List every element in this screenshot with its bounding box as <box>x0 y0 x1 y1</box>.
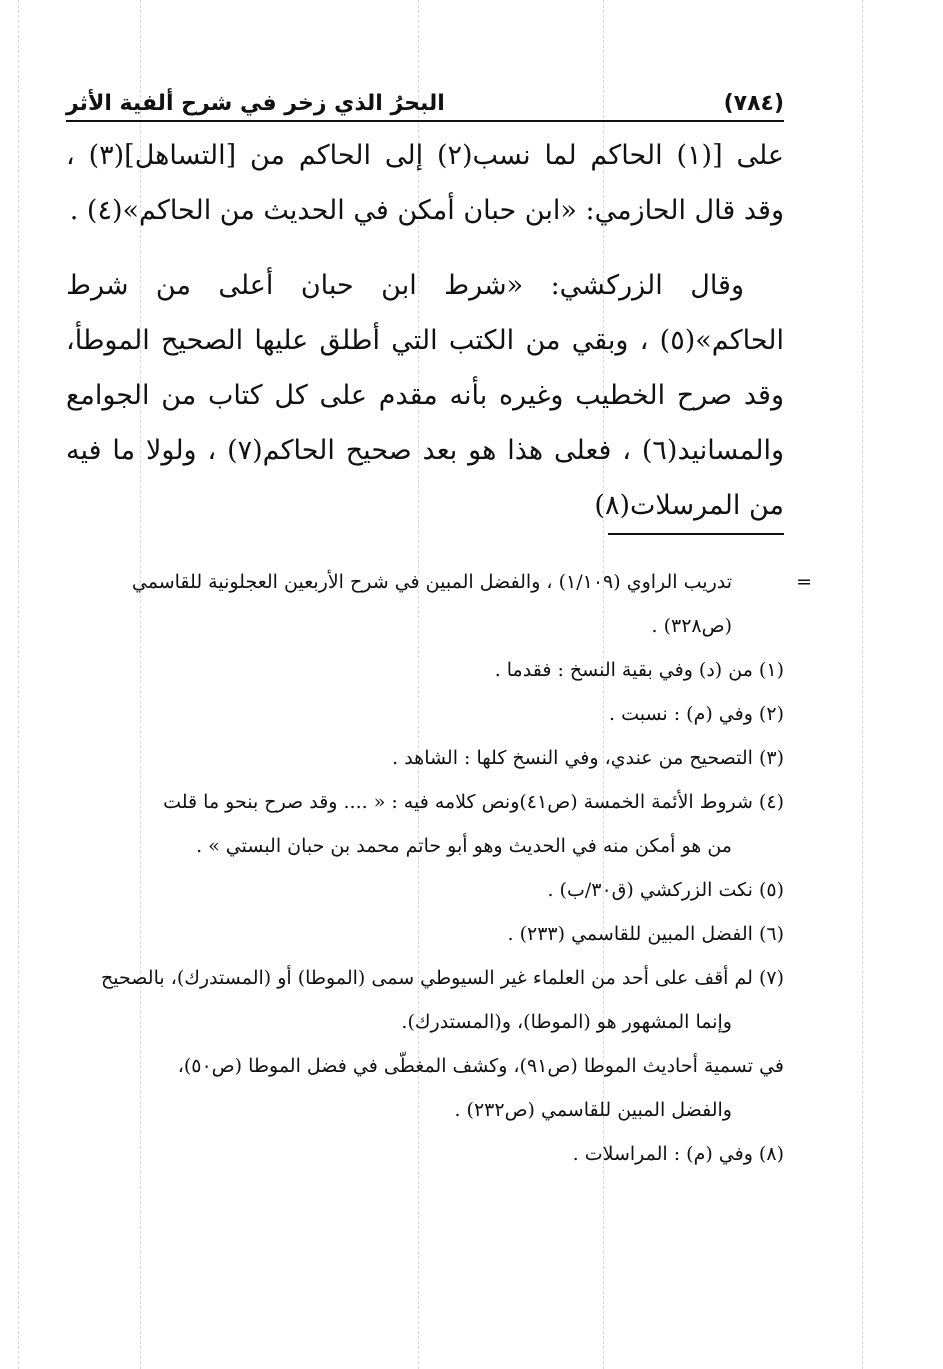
footnote-continuation-line-1: تدريب الراوي (١/١٠٩) ، والفضل المبين في شرح الأربعين العجلونية للقاسمي <box>131 571 732 593</box>
main-paragraph-2: وقال الزركشي: «شرط ابن حبان أعلى من شرط الحاكم»(٥) ، وبقي من الكتب التي أطلق عليها الصحيح الموطأ، وقد صرح الخطيب وغيره بأنه مقدم على كل كتاب من الجوامع والمسانيد(٦) ، فعلى هذا هو بعد صحيح الحاكم(٧) ، ولولا ما فيه من المرسلات(٨) <box>66 270 784 521</box>
footnotes <box>66 560 812 1176</box>
footnote-8: (٨) وفي (م) : المراسلات . <box>572 1143 784 1165</box>
footnote-continuation <box>66 560 812 604</box>
page-header <box>66 78 784 122</box>
running-title: البحرُ الذي زخر في شرح ألفية الأثر <box>66 91 445 116</box>
footnote-2: (٢) وفي (م) : نسبت . <box>608 703 784 725</box>
continuation-mark: = <box>796 571 812 593</box>
scan-guide-line <box>862 0 863 1369</box>
page-number: (٧٨٤) <box>723 91 784 116</box>
scan-guide-line <box>18 0 19 1369</box>
footnote-6: (٦) الفضل المبين للقاسمي (٢٣٣) . <box>507 923 784 945</box>
footnote-7-line-3: في تسمية أحاديث الموطا (ص٩١)، وكشف المغطّى في فضل الموطا (ص٥٠)، <box>177 1055 784 1077</box>
footnote-1: (١) من (د) وفي بقية النسخ : فقدما . <box>494 659 784 681</box>
main-paragraph-1: على [(١) الحاكم لما نسب(٢) إلى الحاكم من [التساهل](٣) ، وقد قال الحازمي: «ابن حبان أمكن في الحديث من الحاكم»(٤) . <box>66 140 785 226</box>
footnote-continuation-line-2: (ص٣٢٨) . <box>651 615 732 637</box>
main-text <box>66 128 784 533</box>
footnote-3: (٣) التصحيح من عندي، وفي النسخ كلها : الشاهد . <box>392 747 784 769</box>
footnote-4-line-1: (٤) شروط الأئمة الخمسة (ص٤١)ونص كلامه فيه : « .... وقد صرح بنحو ما قلت <box>163 791 784 813</box>
footnote-7-line-2: وإنما المشهور هو (الموطا)، و(المستدرك). <box>401 1011 732 1033</box>
footnote-separator <box>608 533 784 535</box>
footnote-5: (٥) نكت الزركشي (ق٣٠/ب) . <box>547 879 784 901</box>
footnote-7-line-4: والفضل المبين للقاسمي (ص٢٣٢) . <box>454 1099 732 1121</box>
footnote-7-line-1: (٧) لم أقف على أحد من العلماء غير السيوطي سمى (الموطا) أو (المستدرك)، بالصحيح <box>101 967 784 989</box>
footnote-4-line-2: من هو أمكن منه في الحديث وهو أبو حاتم محمد بن حبان البستي » . <box>196 835 732 857</box>
